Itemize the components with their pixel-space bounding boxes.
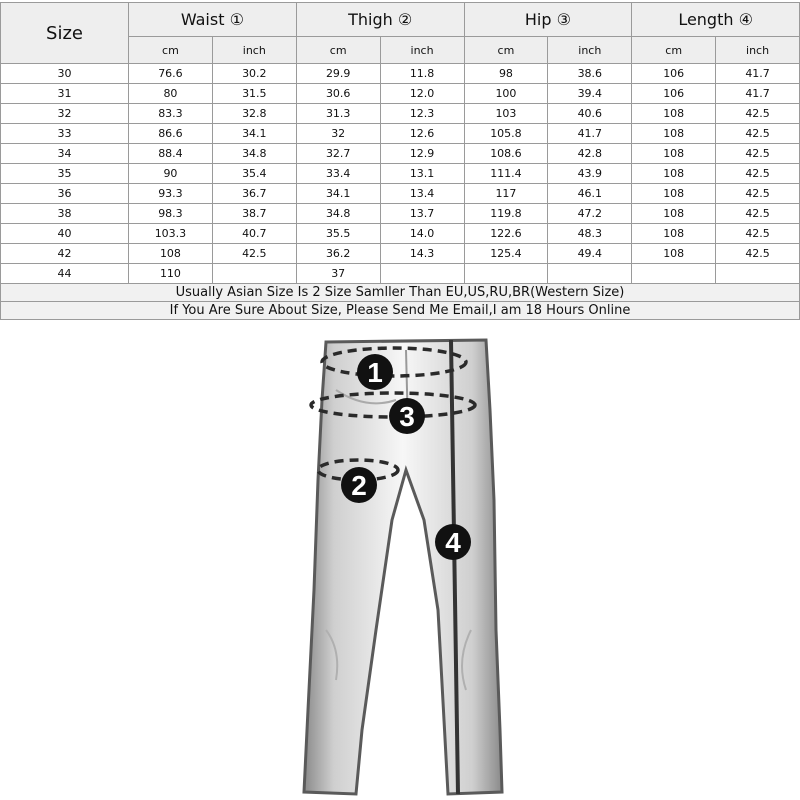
size-cell: 40 (1, 224, 129, 244)
measurement-cell: 14.0 (380, 224, 464, 244)
measurement-cell: 108 (632, 244, 716, 264)
table-row (1, 184, 800, 204)
measurement-cell: 34.8 (212, 144, 296, 164)
measurement-cell: 43.9 (548, 164, 632, 184)
measurement-cell: 39.4 (548, 84, 632, 104)
table-row (1, 204, 800, 224)
size-cell: 38 (1, 204, 129, 224)
measurement-cell: 103 (464, 104, 548, 124)
measurement-cell: 98 (464, 64, 548, 84)
measurement-cell: 105.8 (464, 124, 548, 144)
unit-header: inch (548, 37, 632, 64)
measurement-cell: 106 (632, 64, 716, 84)
measurement-cell: 31.5 (212, 84, 296, 104)
note-text: If You Are Sure About Size, Please Send Me Email,I am 18 Hours Online (1, 302, 800, 320)
measurement-cell: 34.1 (212, 124, 296, 144)
measurement-cell: 13.7 (380, 204, 464, 224)
size-cell: 35 (1, 164, 129, 184)
measurement-cell: 40.6 (548, 104, 632, 124)
measurement-cell: 108 (632, 204, 716, 224)
measurement-cell: 36.7 (212, 184, 296, 204)
measurement-cell: 117 (464, 184, 548, 204)
svg-text:1: 1 (367, 357, 383, 388)
measurement-cell: 14.3 (380, 244, 464, 264)
measurement-cell: 33.4 (296, 164, 380, 184)
size-cell: 34 (1, 144, 129, 164)
measurement-cell: 34.8 (296, 204, 380, 224)
measurement-cell: 108 (632, 144, 716, 164)
measurement-cell: 42.5 (716, 184, 800, 204)
table-row (1, 104, 800, 124)
measurement-cell: 40.7 (212, 224, 296, 244)
measurement-cell: 83.3 (129, 104, 213, 124)
thigh-header: Thigh ② (296, 3, 464, 37)
waist-header: Waist ① (129, 3, 297, 37)
measurement-cell: 98.3 (129, 204, 213, 224)
measurement-cell (716, 264, 800, 284)
measurement-cell: 41.7 (716, 64, 800, 84)
measurement-cell: 108 (632, 124, 716, 144)
measurement-cell: 12.3 (380, 104, 464, 124)
measurement-cell (548, 264, 632, 284)
measurement-cell: 103.3 (129, 224, 213, 244)
measurement-cell (380, 264, 464, 284)
measurement-cell: 108 (632, 184, 716, 204)
measurement-cell: 49.4 (548, 244, 632, 264)
size-cell: 42 (1, 244, 129, 264)
note-row (1, 302, 800, 320)
measurement-cell: 34.1 (296, 184, 380, 204)
pants-measurement-diagram (296, 330, 512, 796)
hip-header: Hip ③ (464, 3, 632, 37)
measurement-cell: 31.3 (296, 104, 380, 124)
marker-3 (389, 398, 425, 434)
measurement-cell: 93.3 (129, 184, 213, 204)
unit-header: inch (380, 37, 464, 64)
measurement-cell: 88.4 (129, 144, 213, 164)
measurement-cell: 37 (296, 264, 380, 284)
measurement-cell: 110 (129, 264, 213, 284)
svg-text:2: 2 (351, 470, 367, 501)
marker-2 (341, 467, 377, 503)
table-row (1, 144, 800, 164)
table-row (1, 224, 800, 244)
measurement-cell: 108 (632, 104, 716, 124)
measurement-cell: 108.6 (464, 144, 548, 164)
table-row (1, 64, 800, 84)
measurement-cell (212, 264, 296, 284)
table-row (1, 164, 800, 184)
measurement-cell: 36.2 (296, 244, 380, 264)
unit-header: cm (632, 37, 716, 64)
measurement-cell: 42.5 (716, 104, 800, 124)
unit-header: cm (464, 37, 548, 64)
measurement-cell: 41.7 (716, 84, 800, 104)
length-header: Length ④ (632, 3, 800, 37)
measurement-cell: 35.4 (212, 164, 296, 184)
measurement-cell: 32.8 (212, 104, 296, 124)
size-chart-table (0, 2, 800, 320)
measurement-cell: 125.4 (464, 244, 548, 264)
measurement-cell: 86.6 (129, 124, 213, 144)
measurement-cell (632, 264, 716, 284)
unit-header: inch (212, 37, 296, 64)
note-row (1, 284, 800, 302)
measurement-cell: 108 (129, 244, 213, 264)
size-cell: 36 (1, 184, 129, 204)
measurement-cell: 42.5 (716, 164, 800, 184)
measurement-cell: 106 (632, 84, 716, 104)
svg-text:3: 3 (399, 401, 415, 432)
size-cell: 33 (1, 124, 129, 144)
marker-4 (435, 524, 471, 560)
measurement-cell: 90 (129, 164, 213, 184)
measurement-cell (464, 264, 548, 284)
measurement-cell: 42.5 (716, 244, 800, 264)
unit-header: inch (716, 37, 800, 64)
unit-header: cm (129, 37, 213, 64)
measurement-cell: 48.3 (548, 224, 632, 244)
measurement-cell: 42.5 (716, 144, 800, 164)
measurement-cell: 29.9 (296, 64, 380, 84)
measurement-cell: 38.6 (548, 64, 632, 84)
measurement-cell: 12.0 (380, 84, 464, 104)
table-row (1, 264, 800, 284)
measurement-cell: 47.2 (548, 204, 632, 224)
measurement-cell: 80 (129, 84, 213, 104)
measurement-cell: 111.4 (464, 164, 548, 184)
size-header: Size (1, 3, 129, 64)
measurement-cell: 119.8 (464, 204, 548, 224)
measurement-cell: 11.8 (380, 64, 464, 84)
measurement-cell: 41.7 (548, 124, 632, 144)
measurement-cell: 108 (632, 224, 716, 244)
measurement-cell: 42.5 (716, 224, 800, 244)
measurement-cell: 100 (464, 84, 548, 104)
measurement-cell: 13.4 (380, 184, 464, 204)
size-cell: 30 (1, 64, 129, 84)
table-row (1, 124, 800, 144)
table-row (1, 244, 800, 264)
measurement-cell: 38.7 (212, 204, 296, 224)
measurement-cell: 30.2 (212, 64, 296, 84)
measurement-cell: 42.5 (716, 204, 800, 224)
table-row (1, 84, 800, 104)
size-cell: 32 (1, 104, 129, 124)
measurement-cell: 35.5 (296, 224, 380, 244)
measurement-cell: 122.6 (464, 224, 548, 244)
measurement-cell: 30.6 (296, 84, 380, 104)
measurement-cell: 42.8 (548, 144, 632, 164)
measurement-cell: 12.9 (380, 144, 464, 164)
measurement-cell: 46.1 (548, 184, 632, 204)
note-text: Usually Asian Size Is 2 Size Samller Than EU,US,RU,BR(Western Size) (1, 284, 800, 302)
measurement-cell: 13.1 (380, 164, 464, 184)
svg-text:4: 4 (445, 527, 461, 558)
measurement-cell: 32.7 (296, 144, 380, 164)
size-cell: 31 (1, 84, 129, 104)
size-cell: 44 (1, 264, 129, 284)
measurement-cell: 76.6 (129, 64, 213, 84)
marker-1 (357, 354, 393, 390)
measurement-cell: 108 (632, 164, 716, 184)
unit-header: cm (296, 37, 380, 64)
measurement-cell: 32 (296, 124, 380, 144)
measurement-cell: 42.5 (716, 124, 800, 144)
measurement-cell: 12.6 (380, 124, 464, 144)
measurement-cell: 42.5 (212, 244, 296, 264)
